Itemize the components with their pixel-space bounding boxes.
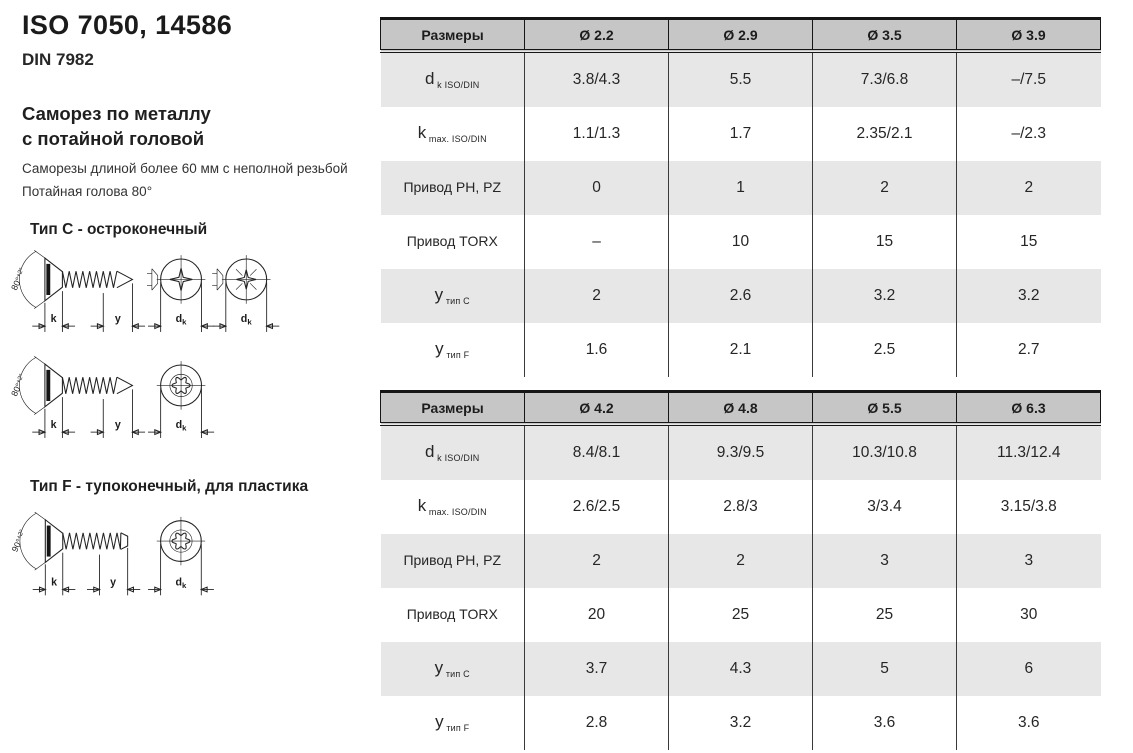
value-cell: 10 <box>669 215 813 269</box>
value-cell: 4.3 <box>669 642 813 696</box>
dimension-k <box>32 397 75 438</box>
table-row <box>381 424 1101 480</box>
dk-label: $d_k$ <box>175 419 187 433</box>
column-header-diameter: Ø 5.5 <box>813 392 957 425</box>
type-c-ph-pz-drawing <box>6 250 290 340</box>
column-header-diameter: Ø 4.2 <box>525 392 669 425</box>
table-row <box>381 269 1101 323</box>
dimensions-table-small-diameters <box>380 17 1101 377</box>
value-cell: 3.8/4.3 <box>525 51 669 107</box>
table-row <box>381 588 1101 642</box>
thread-zigzag <box>62 377 116 394</box>
value-cell: 2.8/3 <box>669 480 813 534</box>
row-label: y $_{тип F}$ <box>381 696 525 750</box>
angle-label-80: 80°$^{+2^\circ}$ <box>9 266 26 292</box>
description-line2: Потайная голова 80° <box>22 183 153 199</box>
value-cell: 1.6 <box>525 323 669 377</box>
table-row <box>381 534 1101 588</box>
value-cell: 15 <box>813 215 957 269</box>
value-cell: 3.6 <box>957 696 1101 750</box>
dk-label: $d_k$ <box>175 313 187 327</box>
thread-zigzag <box>62 271 116 288</box>
table-header-row <box>381 392 1101 425</box>
value-cell: 5 <box>813 642 957 696</box>
screw-side-view-type-f <box>20 512 128 570</box>
value-cell: 2.35/2.1 <box>813 107 957 161</box>
table-row <box>381 107 1101 161</box>
value-cell: 30 <box>957 588 1101 642</box>
value-cell: 2.6 <box>669 269 813 323</box>
value-cell: 2 <box>525 534 669 588</box>
value-cell: 2 <box>957 161 1101 215</box>
product-name-line1: Саморез по металлу <box>22 103 211 124</box>
head-profile-icon <box>147 269 158 290</box>
torx-head-top-view <box>157 517 205 565</box>
value-cell: 25 <box>669 588 813 642</box>
value-cell: 7.3/6.8 <box>813 51 957 107</box>
value-cell: 2.5 <box>813 323 957 377</box>
dimensions-table-large-diameters <box>380 390 1101 750</box>
head-recess <box>46 370 50 401</box>
dk-label: $d_k$ <box>240 313 252 327</box>
column-header-diameter: Ø 3.9 <box>957 19 1101 52</box>
value-cell: 3 <box>957 534 1101 588</box>
row-label: d $_{k ISO/DIN}$ <box>381 51 525 107</box>
description-line1: Саморезы длиной более 60 мм с неполной резьбой <box>22 161 348 176</box>
value-cell: – <box>525 215 669 269</box>
column-header-diameter: Ø 2.9 <box>669 19 813 52</box>
value-cell: 3.2 <box>957 269 1101 323</box>
value-cell: 3/3.4 <box>813 480 957 534</box>
sharp-tip <box>117 271 133 288</box>
screw-side-view-type-c <box>19 356 132 414</box>
column-header-diameter: Ø 2.2 <box>525 19 669 52</box>
angle-label-80: 80°$^{+2^\circ}$ <box>9 372 26 398</box>
k-label: k <box>50 419 57 432</box>
value-cell: 1.7 <box>669 107 813 161</box>
value-cell: 3.15/3.8 <box>957 480 1101 534</box>
row-label: Привод PH, PZ <box>381 534 525 588</box>
table-row <box>381 642 1101 696</box>
type-f-torx-drawing <box>6 512 290 605</box>
value-cell: –/2.3 <box>957 107 1101 161</box>
value-cell: 20 <box>525 588 669 642</box>
value-cell: 8.4/8.1 <box>525 424 669 480</box>
dk-label: $d_k$ <box>175 576 187 591</box>
row-label: k $_{max. ISO/DIN}$ <box>381 480 525 534</box>
k-label: k <box>50 313 57 326</box>
value-cell: 1 <box>669 161 813 215</box>
sharp-tip <box>117 377 133 394</box>
row-label: Привод TORX <box>381 588 525 642</box>
row-label: d $_{k ISO/DIN}$ <box>381 424 525 480</box>
value-cell: 3.2 <box>813 269 957 323</box>
din-subtitle: DIN 7982 <box>22 50 94 69</box>
value-cell: 2.8 <box>525 696 669 750</box>
value-cell: 2 <box>813 161 957 215</box>
value-cell: 6 <box>957 642 1101 696</box>
column-header-sizes: Размеры <box>381 392 525 425</box>
row-label: y $_{тип C}$ <box>381 642 525 696</box>
table-row <box>381 51 1101 107</box>
row-label: k $_{max. ISO/DIN}$ <box>381 107 525 161</box>
type-c-heading: Тип С - остроконечный <box>30 221 208 238</box>
value-cell: 11.3/12.4 <box>957 424 1101 480</box>
column-header-diameter: Ø 4.8 <box>669 392 813 425</box>
row-label: Привод TORX <box>381 215 525 269</box>
dimension-k <box>33 553 76 596</box>
value-cell: 3.2 <box>669 696 813 750</box>
ph-head-top-view <box>157 255 206 304</box>
table-row <box>381 215 1101 269</box>
value-cell: 3.6 <box>813 696 957 750</box>
product-name <box>22 101 211 151</box>
page-title: ISO 7050, 14586 <box>22 10 233 40</box>
y-label: y <box>114 313 121 326</box>
head-recess <box>47 526 51 557</box>
type-f-heading: Тип F - тупоконечный, для пластика <box>30 478 309 495</box>
product-description <box>22 158 348 203</box>
head-profile-icon <box>212 269 223 290</box>
value-cell: 9.3/9.5 <box>669 424 813 480</box>
value-cell: 0 <box>525 161 669 215</box>
value-cell: 5.5 <box>669 51 813 107</box>
pz-head-top-view <box>222 255 271 304</box>
table-row <box>381 696 1101 750</box>
table-row <box>381 480 1101 534</box>
screw-side-view-type-c <box>19 250 132 308</box>
value-cell: 25 <box>813 588 957 642</box>
value-cell: 3.7 <box>525 642 669 696</box>
value-cell: 15 <box>957 215 1101 269</box>
value-cell: 2.1 <box>669 323 813 377</box>
column-header-diameter: Ø 6.3 <box>957 392 1101 425</box>
row-label: Привод PH, PZ <box>381 161 525 215</box>
table-row <box>381 161 1101 215</box>
value-cell: 10.3/10.8 <box>813 424 957 480</box>
row-label: y $_{тип F}$ <box>381 323 525 377</box>
table-header-row <box>381 19 1101 52</box>
table-row <box>381 323 1101 377</box>
y-label: y <box>114 419 121 432</box>
torx-head-top-view <box>157 361 206 410</box>
type-c-torx-drawing <box>6 356 290 446</box>
column-header-sizes: Размеры <box>381 19 525 52</box>
head-recess <box>46 264 50 295</box>
value-cell: 2.7 <box>957 323 1101 377</box>
angle-label-90: 90°$^{+2^\circ}$ <box>9 528 26 554</box>
y-label: y <box>110 576 117 589</box>
dimension-k <box>32 291 75 332</box>
value-cell: 2 <box>669 534 813 588</box>
thread-zigzag <box>63 533 121 549</box>
value-cell: 1.1/1.3 <box>525 107 669 161</box>
value-cell: 2 <box>525 269 669 323</box>
value-cell: 3 <box>813 534 957 588</box>
column-header-diameter: Ø 3.5 <box>813 19 957 52</box>
product-name-line2: с потайной головой <box>22 128 205 149</box>
value-cell: 2.6/2.5 <box>525 480 669 534</box>
blunt-tip <box>121 533 128 549</box>
k-label: k <box>51 576 57 589</box>
value-cell: –/7.5 <box>957 51 1101 107</box>
row-label: y $_{тип C}$ <box>381 269 525 323</box>
